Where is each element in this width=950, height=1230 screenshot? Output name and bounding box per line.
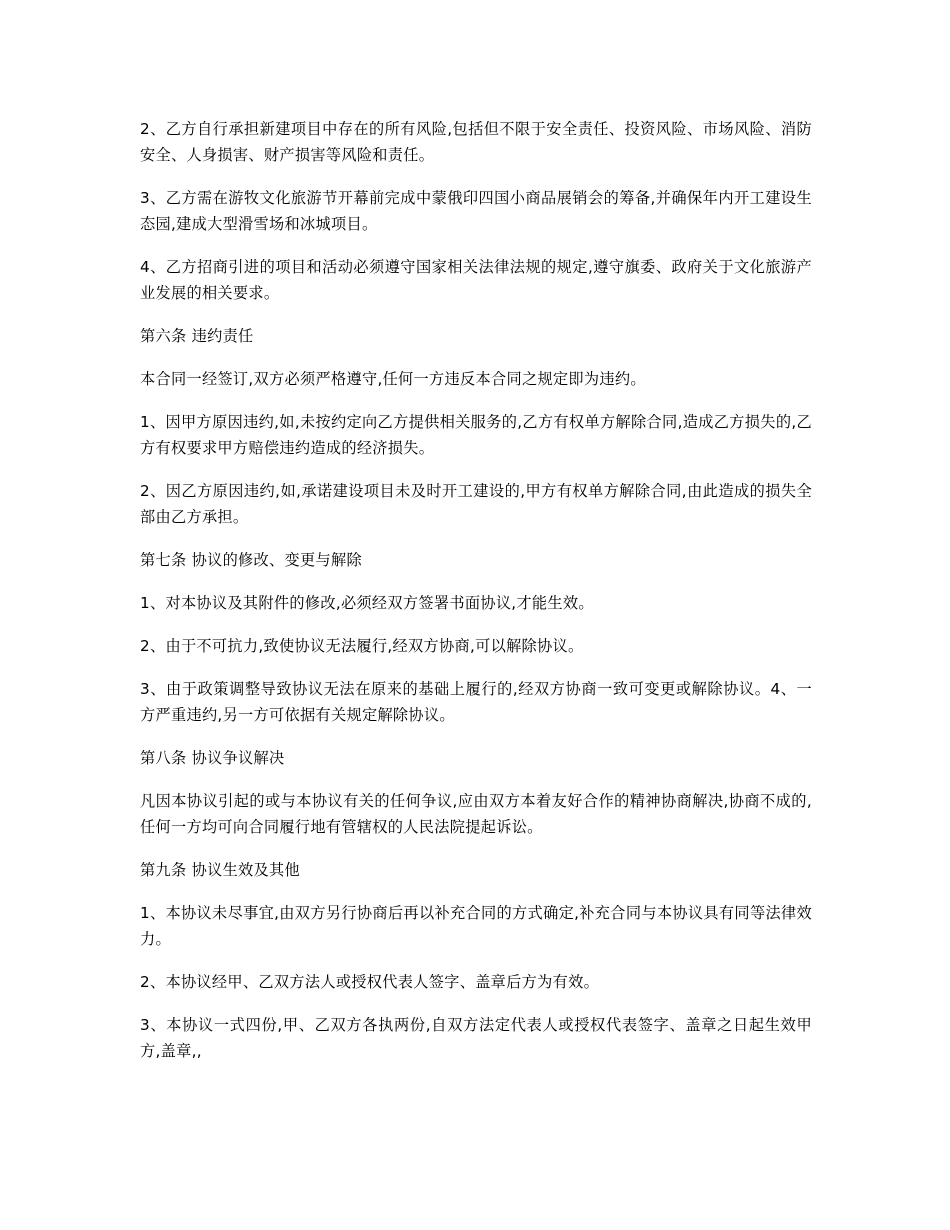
paragraph-dispute-resolution: 凡因本协议引起的或与本协议有关的任何争议,应由双方本着友好合作的精神协商解决,协商不成的,任何一方均可向合同履行地有管辖权的人民法院提起诉讼。 bbox=[140, 792, 812, 836]
paragraph-exhibition-preparation: 3、乙方需在游牧文化旅游节开幕前完成中蒙俄印四国小商品展销会的筹备,并确保年内开工建设生态园,建成大型滑雪场和冰城项目。 bbox=[140, 189, 812, 233]
paragraph-breach-definition: 本合同一经签订,双方必须严格遵守,任何一方违反本合同之规定即为违约。 bbox=[140, 370, 646, 388]
section-heading-article-6: 第六条 违约责任 bbox=[140, 327, 254, 345]
paragraph-risk-assumption: 2、乙方自行承担新建项目中存在的所有风险,包括但不限于安全责任、投资风险、市场风险、消防安全、人身损害、财产损害等风险和责任。 bbox=[140, 120, 812, 164]
paragraph-supplementary-contract: 1、本协议未尽事宜,由双方另行协商后再以补充合同的方式确定,补充合同与本协议具有同等法律效力。 bbox=[140, 904, 812, 948]
document-body bbox=[140, 116, 812, 1081]
paragraph-policy-change: 3、由于政策调整导致协议无法在原来的基础上履行的,经双方协商一致可变更或解除协议。4、一方严重违约,另一方可依据有关规定解除协议。 bbox=[140, 680, 812, 724]
section-heading-article-9: 第九条 协议生效及其他 bbox=[140, 861, 301, 879]
section-heading-article-7: 第七条 协议的修改、变更与解除 bbox=[140, 551, 362, 569]
paragraph-party-b-breach: 2、因乙方原因违约,如,承诺建设项目未及时开工建设的,甲方有权单方解除合同,由此造成的损失全部由乙方承担。 bbox=[140, 482, 812, 526]
section-heading-article-8: 第八条 协议争议解决 bbox=[140, 749, 285, 767]
paragraph-copies-and-signing: 3、本协议一式四份,甲、乙双方各执两份,自双方法定代表人或授权代表签字、盖章之日起生效甲方,盖章,, bbox=[140, 1016, 812, 1060]
paragraph-party-a-breach: 1、因甲方原因违约,如,未按约定向乙方提供相关服务的,乙方有权单方解除合同,造成乙方损失的,乙方有权要求甲方赔偿违约造成的经济损失。 bbox=[140, 413, 812, 457]
paragraph-force-majeure: 2、由于不可抗力,致使协议无法履行,经双方协商,可以解除协议。 bbox=[140, 637, 584, 655]
paragraph-amendment: 1、对本协议及其附件的修改,必须经双方签署书面协议,才能生效。 bbox=[140, 594, 594, 612]
paragraph-legal-compliance: 4、乙方招商引进的项目和活动必须遵守国家相关法律法规的规定,遵守旗委、政府关于文化旅游产业发展的相关要求。 bbox=[140, 258, 812, 302]
paragraph-effectiveness: 2、本协议经甲、乙双方法人或授权代表人签字、盖章后方为有效。 bbox=[140, 973, 600, 991]
